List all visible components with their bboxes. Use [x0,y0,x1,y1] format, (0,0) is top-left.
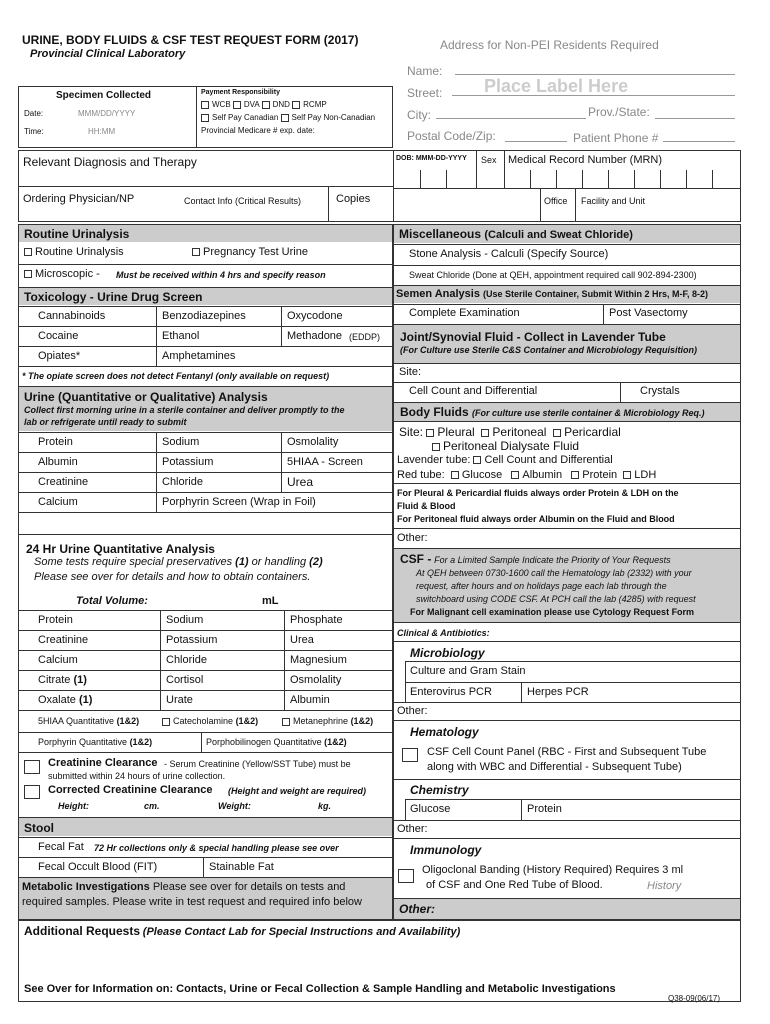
date-label: Date: [24,109,44,118]
immuno-title: Immunology [410,843,482,857]
hr24-magnesium[interactable]: Magnesium [290,654,347,666]
hr24-note-2: Please see over for details and how to obtain containers. [34,571,311,583]
urine-creatinine[interactable]: Creatinine [38,476,89,488]
urine-title: Urine (Quantitative or Qualitative) Analysis [24,390,268,404]
lavender-row: Lavender tube: Cell Count and Differential [397,454,613,466]
clinical-label: Clinical & Antibiotics: [397,628,490,638]
cm-label: cm. [144,801,160,811]
csf-other-label: Other: [397,705,428,717]
dva-checkbox[interactable] [233,101,241,109]
postal-label: Postal Code/Zip: [407,129,496,143]
corrected-creat-note: (Height and weight are required) [228,786,367,796]
csf-note-3: switchboard using CODE CSF. At PCH call the lab (4285) with request [416,594,696,604]
urine-porphyrin[interactable]: Porphyrin Screen (Wrap in Foil) [162,496,316,508]
rcmp-checkbox[interactable] [292,101,300,109]
additional-title: Additional Requests (Please Contact Lab for Special Instructions and Availability) [24,924,461,938]
tox-ethanol[interactable]: Ethanol [162,330,200,342]
hr24-calcium[interactable]: Calcium [38,654,78,666]
metabolic-line-1: Metabolic Investigations Please see over for details on tests and [22,881,346,893]
microscopic-note: Must be received within 4 hrs and specify reason [116,270,326,280]
place-label-stamp: Place Label Here [484,76,629,96]
body-site-row: Site: Pleural Peritoneal Pericardial [399,425,621,439]
hr24-potassium[interactable]: Potassium [166,634,218,646]
albumin-checkbox[interactable] [511,471,519,479]
hr24-urea[interactable]: Urea [290,634,314,646]
hr24-porphobilinogen[interactable]: Porphobilinogen Quantitative (1&2) [206,737,347,747]
physician-label: Ordering Physician/NP [23,193,135,205]
phone-label: Patient Phone # [573,131,659,145]
postal-field[interactable] [505,141,567,142]
csf-note-2: request, after hours and on holidays page each lab through the [416,581,667,591]
cell-count-panel-1: CSF Cell Count Panel (RBC - First and Subsequent Tube [427,746,707,758]
height-label: Height: [58,801,89,811]
body-note-3: For Peritoneal fluid always order Albumin on the Fluid and Blood [397,514,675,524]
total-volume-label: Total Volume: [76,595,148,607]
fecal-fat[interactable]: Fecal Fat [38,841,84,853]
urine-potassium[interactable]: Potassium [162,456,214,468]
culture-gram-stain[interactable]: Culture and Gram Stain [410,665,526,677]
prov-label: Prov./State: [588,105,650,119]
metabolic-line-2: required samples. Please write in test request and required info below [22,896,362,908]
urine-calcium[interactable]: Calcium [38,496,78,508]
tox-opiates[interactable]: Opiates* [38,350,81,362]
eddp-note: (EDDP) [349,332,380,342]
tox-cocaine[interactable]: Cocaine [38,330,79,342]
time-field[interactable]: HH:MM [88,127,116,136]
pericardial-checkbox[interactable] [553,429,561,437]
creat-clearance-note-2: submitted within 24 hours of urine collection. [48,771,226,781]
protein-checkbox[interactable] [571,471,579,479]
urine-osmolality[interactable]: Osmolality [287,436,339,448]
urine-5hiaa[interactable]: 5HIAA - Screen [287,456,363,468]
ml-label: mL [262,595,279,607]
cell-count-panel-2: along with WBC and Differential - Subsequent Tube) [427,761,682,773]
joint-site-label: Site: [399,366,422,378]
semen-title: Semen Analysis (Use Sterile Container, Submit Within 2 Hrs, M-F, 8-2) [396,288,708,300]
body-other-label: Other: [397,532,428,544]
urine-chloride[interactable]: Chloride [162,476,203,488]
dob-label: DOB: MMM-DD-YYYY [396,155,467,162]
pleural-checkbox[interactable] [426,429,434,437]
hr24-porphyrin[interactable]: Porphyrin Quantitative (1&2) [38,737,153,747]
diagnosis-label: Relevant Diagnosis and Therapy [23,155,197,169]
corrected-creat-checkbox[interactable] [24,785,40,799]
ldh-checkbox[interactable] [623,471,631,479]
copies-label: Copies [336,193,371,205]
glucose-checkbox[interactable] [451,471,459,479]
corrected-creat-title: Corrected Creatinine Clearance [48,784,213,796]
phone-field[interactable] [663,141,735,142]
mrn-label: Medical Record Number (MRN) [508,154,663,166]
payment-title: Payment Responsibility [201,89,280,96]
lavender-cell-count-checkbox[interactable] [473,456,481,464]
semen-post-vasectomy[interactable]: Post Vasectomy [609,307,688,319]
body-note-1: For Pleural & Pericardial fluids always order Protein & LDH on the [397,488,679,498]
red-tube-row: Red tube: Glucose Albumin Protein LDH [397,469,657,481]
csf-note-4: For Malignant cell examination please use Cytology Request Form [410,607,695,617]
hr24-oxalate[interactable]: Oxalate (1) [38,694,93,706]
cell-count-panel-checkbox[interactable] [402,748,418,762]
creat-clearance-checkbox[interactable] [24,760,40,774]
tox-title: Toxicology - Urine Drug Screen [24,290,203,304]
herpes-pcr[interactable]: Herpes PCR [527,686,589,698]
creat-clearance-title: Creatinine Clearance [48,757,158,769]
urine-albumin[interactable]: Albumin [38,456,78,468]
sweat-chloride[interactable]: Sweat Chloride (Done at QEH, appointment required call 902-894-2300) [409,270,697,280]
payment-row-1: WCB DVA DND RCMP [201,100,327,109]
csf-protein[interactable]: Protein [527,803,562,815]
dialysate-option[interactable]: Peritoneal Dialysate Fluid [432,439,579,453]
csf-other-label-2: Other: [397,823,428,835]
hr24-urate[interactable]: Urate [166,694,193,706]
facility-label: Facility and Unit [581,196,646,206]
peritoneal-checkbox[interactable] [481,429,489,437]
fecal-occult-blood[interactable]: Fecal Occult Blood (FIT) [38,861,158,873]
hr24-5hiaa[interactable]: 5HIAA Quantitative (1&2) [38,716,140,726]
joint-title: Joint/Synovial Fluid - Collect in Lavender Tube [400,330,666,344]
urine-note-2: lab or refrigerate until ready to submit [24,417,187,427]
joint-crystals[interactable]: Crystals [640,385,680,397]
urine-urea[interactable]: Urea [287,475,314,489]
hr24-protein[interactable]: Protein [38,614,73,626]
misc-title: Miscellaneous (Calculi and Sweat Chloride) [399,227,633,241]
history-label: History [647,880,682,892]
hr24-note-1: Some tests require special preservatives (1) or handling (2) [34,556,323,568]
street-label: Street: [407,86,443,100]
hr24-catecholamine[interactable]: Catecholamine (1&2) [162,716,258,726]
routine-urinalysis-option[interactable]: Routine Urinalysis [24,246,124,258]
body-fluids-title: Body Fluids (For culture use sterile container & Microbiology Req.) [400,405,705,419]
stool-title: Stool [24,821,54,835]
creat-clearance-note: - Serum Creatinine (Yellow/SST Tube) must be [164,759,351,769]
oligoclonal-1: Oligoclonal Banding (History Required) Requires 3 ml [422,864,684,876]
urine-protein[interactable]: Protein [38,436,73,448]
hr24-metanephrine[interactable]: Metanephrine (1&2) [282,716,373,726]
semen-complete[interactable]: Complete Examination [409,307,520,319]
tox-cannabinoids[interactable]: Cannabinoids [38,310,106,322]
self-canadian-checkbox[interactable] [201,114,209,122]
specimen-title: Specimen Collected [56,90,152,101]
city-field[interactable] [436,118,586,119]
wcb-checkbox[interactable] [201,101,209,109]
oligoclonal-checkbox[interactable] [398,869,414,883]
tox-methadone[interactable]: Methadone [287,330,343,342]
csf-other-label-3: Other: [399,902,435,916]
tox-amphetamines[interactable]: Amphetamines [162,350,236,362]
payment-row-2: Self Pay Canadian Self Pay Non-Canadian [201,113,375,122]
urine-sodium[interactable]: Sodium [162,436,200,448]
kg-label: kg. [318,801,332,811]
enterovirus-pcr[interactable]: Enterovirus PCR [410,686,492,698]
chem-title: Chemistry [410,783,469,797]
form-title: URINE, BODY FLUIDS & CSF TEST REQUEST FORM (2017) [22,33,359,47]
opiate-note: * The opiate screen does not detect Fentanyl (only available on request) [22,371,330,381]
routine-title: Routine Urinalysis [24,227,130,241]
name-label: Name: [407,64,443,78]
body-note-2: Fluid & Blood [397,501,456,511]
hr24-phosphate[interactable]: Phosphate [290,614,343,626]
urine-note-1: Collect first morning urine in a sterile container and deliver promptly to the [24,405,345,415]
stone-analysis[interactable]: Stone Analysis - Calculi (Specify Source) [409,248,609,260]
form-code: Q38-09(06/17) [668,994,721,1003]
address-title: Address for Non-PEI Residents Required [440,38,659,52]
joint-cell-count[interactable]: Cell Count and Differential [409,385,538,397]
medicare-label: Provincial Medicare # exp. date: [201,126,315,135]
prov-field[interactable] [655,118,735,119]
csf-title: CSF - For a Limited Sample Indicate the Priority of Your Requests [400,552,671,566]
hr24-citrate[interactable]: Citrate (1) [38,674,87,686]
hr24-cortisol[interactable]: Cortisol [166,674,204,686]
office-label: Office [544,196,568,206]
csf-glucose[interactable]: Glucose [410,803,451,815]
self-non-canadian-checkbox[interactable] [281,114,289,122]
micro-title: Microbiology [410,646,485,660]
hr24-creatinine[interactable]: Creatinine [38,634,89,646]
name-field[interactable] [455,74,735,75]
microscopic-option[interactable]: Microscopic - [24,268,100,280]
dnd-checkbox[interactable] [262,101,270,109]
hr24-albumin[interactable]: Albumin [290,694,330,706]
pregnancy-test-option[interactable]: Pregnancy Test Urine [192,246,308,258]
tox-benzodiazepines[interactable]: Benzodiazepines [162,310,246,322]
contact-label: Contact Info (Critical Results) [184,196,302,206]
oligoclonal-2: of CSF and One Red Tube of Blood. [426,879,603,891]
weight-label: Weight: [218,801,251,811]
hr24-title: 24 Hr Urine Quantitative Analysis [26,542,215,556]
city-label: City: [407,108,431,122]
sex-label: Sex [481,155,497,165]
time-label: Time: [24,127,44,136]
fecal-fat-note: 72 Hr collections only & special handling please see over [94,843,339,853]
hr24-chloride[interactable]: Chloride [166,654,207,666]
tox-oxycodone[interactable]: Oxycodone [287,310,343,322]
hema-title: Hematology [410,725,479,739]
stainable-fat[interactable]: Stainable Fat [209,861,274,873]
form-subtitle: Provincial Clinical Laboratory [30,48,186,60]
csf-note-1: At QEH between 0730-1600 call the Hematology lab (2332) with your [416,568,692,578]
hr24-sodium[interactable]: Sodium [166,614,204,626]
joint-note: (For Culture use Sterile C&S Container and Microbiology Requisition) [400,345,698,355]
date-field[interactable]: MMM/DD/YYYY [78,109,136,118]
footer-note: See Over for Information on: Contacts, Urine or Fecal Collection & Sample Handling and Metabolic Investigations [24,983,616,995]
hr24-osmolality[interactable]: Osmolality [290,674,342,686]
